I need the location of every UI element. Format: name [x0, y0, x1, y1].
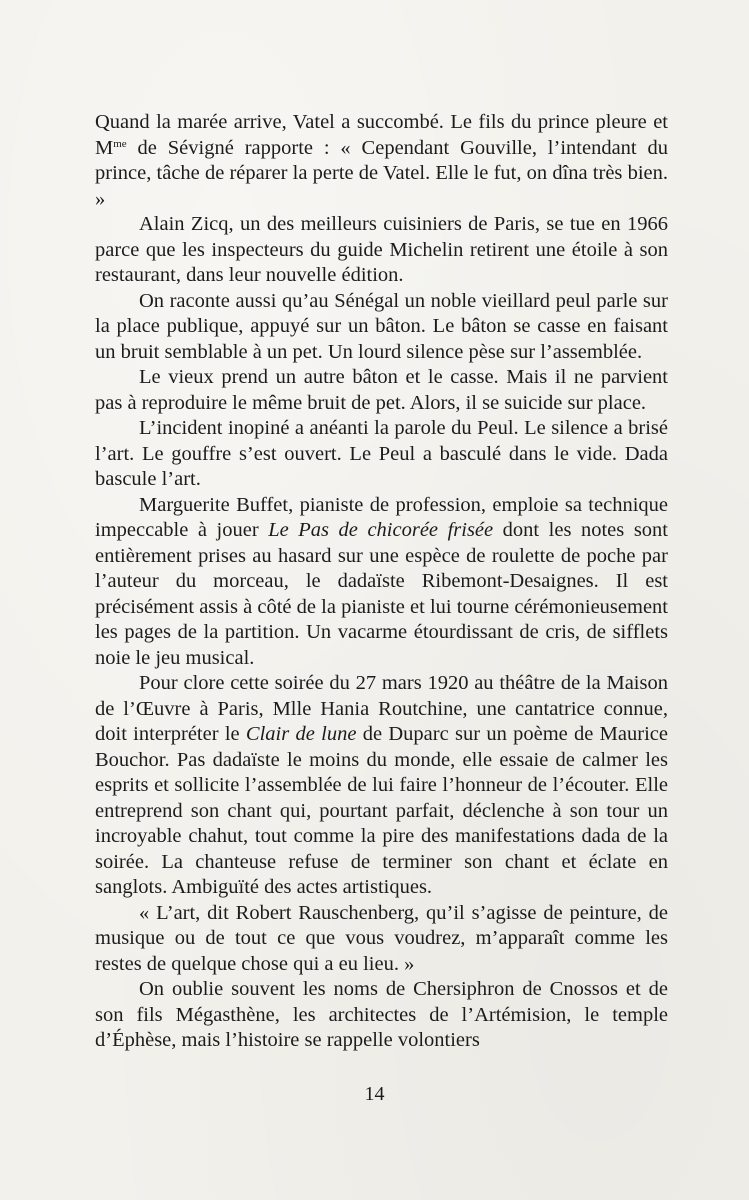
text-run: « L’art, dit Robert Rauschenberg, qu’il s’agisse de peinture, de musique ou de tout ce que vous voudrez, m’apparaît comme les restes de quelque chose qui a eu lieu. » [95, 901, 668, 975]
italic-title: Clair de lune [245, 723, 357, 745]
paragraph [95, 289, 668, 366]
text-run: Le vieux prend un autre bâton et le casse. Mais il ne parvient pas à reproduire le même bruit de pet. Alors, il se suicide sur place. [95, 366, 668, 414]
paragraph [95, 977, 668, 1054]
text-run: On raconte aussi qu’au Sénégal un noble vieillard peul parle sur la place publique, appuyé sur un bâton. Le bâton se casse en faisant un bruit semblable à un pet. Un lourd silence pèse sur l’assemblée. [95, 289, 668, 363]
body-text [95, 110, 668, 1054]
text-run: L’incident inopiné a anéanti la parole du Peul. Le silence a brisé l’art. Le gouffre s’est ouvert. Le Peul a basculé dans le vide. Dada bascule l’art. [95, 417, 668, 490]
paragraph [95, 671, 668, 901]
text-run: Quand la marée arrive, Vatel a succombé. Le fils du prince pleure et M [95, 111, 668, 159]
italic-title: Le Pas de chicorée frisée [268, 519, 494, 541]
paragraph [95, 901, 668, 978]
text-run: de Sévigné rapporte : « Cependant Gouville, l’intendant du prince, tâche de réparer la perte de Vatel. Elle le fut, on dîna très bien. » [95, 136, 668, 210]
text-run: Marguerite Buffet, pianiste de profession, emploie sa technique impeccable à jouer [95, 493, 668, 541]
text-run: de Duparc sur un poème de Maurice Bouchor. Pas dadaïste le moins du monde, elle essaie de calmer les esprits et sollicite l’assemblée de lui faire l’honneur de l’écouter. Elle entreprend son chant qui, pourtant parfait, déclenche à son tour un incroyable chahut, tout comme la pire des manifestations dada de la soirée. La chanteuse refuse de terminer son chant et éclate en sanglots. Ambiguïté des actes artistiques. [95, 723, 668, 898]
paragraph [95, 110, 668, 212]
paragraph [95, 212, 668, 289]
text-run: Pour clore cette soirée du 27 mars 1920 au théâtre de la Maison de l’Œuvre à Paris, Mlle Hania Routchine, une cantatrice connue, doit interpréter le [95, 672, 668, 745]
paragraph [95, 416, 668, 493]
page-number: 14 [364, 1083, 385, 1105]
paragraph [95, 365, 668, 416]
text-run: On oublie souvent les noms de Chersiphron de Cnossos et de son fils Mégasthène, les architectes de l’Artémision, le temple d’Éphèse, mais l’histoire se rappelle volontiers [95, 978, 668, 1051]
paragraph [95, 493, 668, 672]
superscript-text: me [113, 137, 127, 150]
text-run: dont les notes sont entièrement prises au hasard sur une espèce de roulette de poche par l’auteur du morceau, le dadaïste Ribemont-Desaignes. Il est précisément assis à côté de la pianiste et lui tourne cérémonieusement les pages de la partition. Un vacarme étourdissant de cris, de sifflets noie le jeu musical. [95, 519, 668, 669]
text-run: Alain Zicq, un des meilleurs cuisiniers de Paris, se tue en 1966 parce que les inspecteurs du guide Michelin retirent une étoile à son restaurant, dans leur nouvelle édition. [95, 213, 668, 286]
